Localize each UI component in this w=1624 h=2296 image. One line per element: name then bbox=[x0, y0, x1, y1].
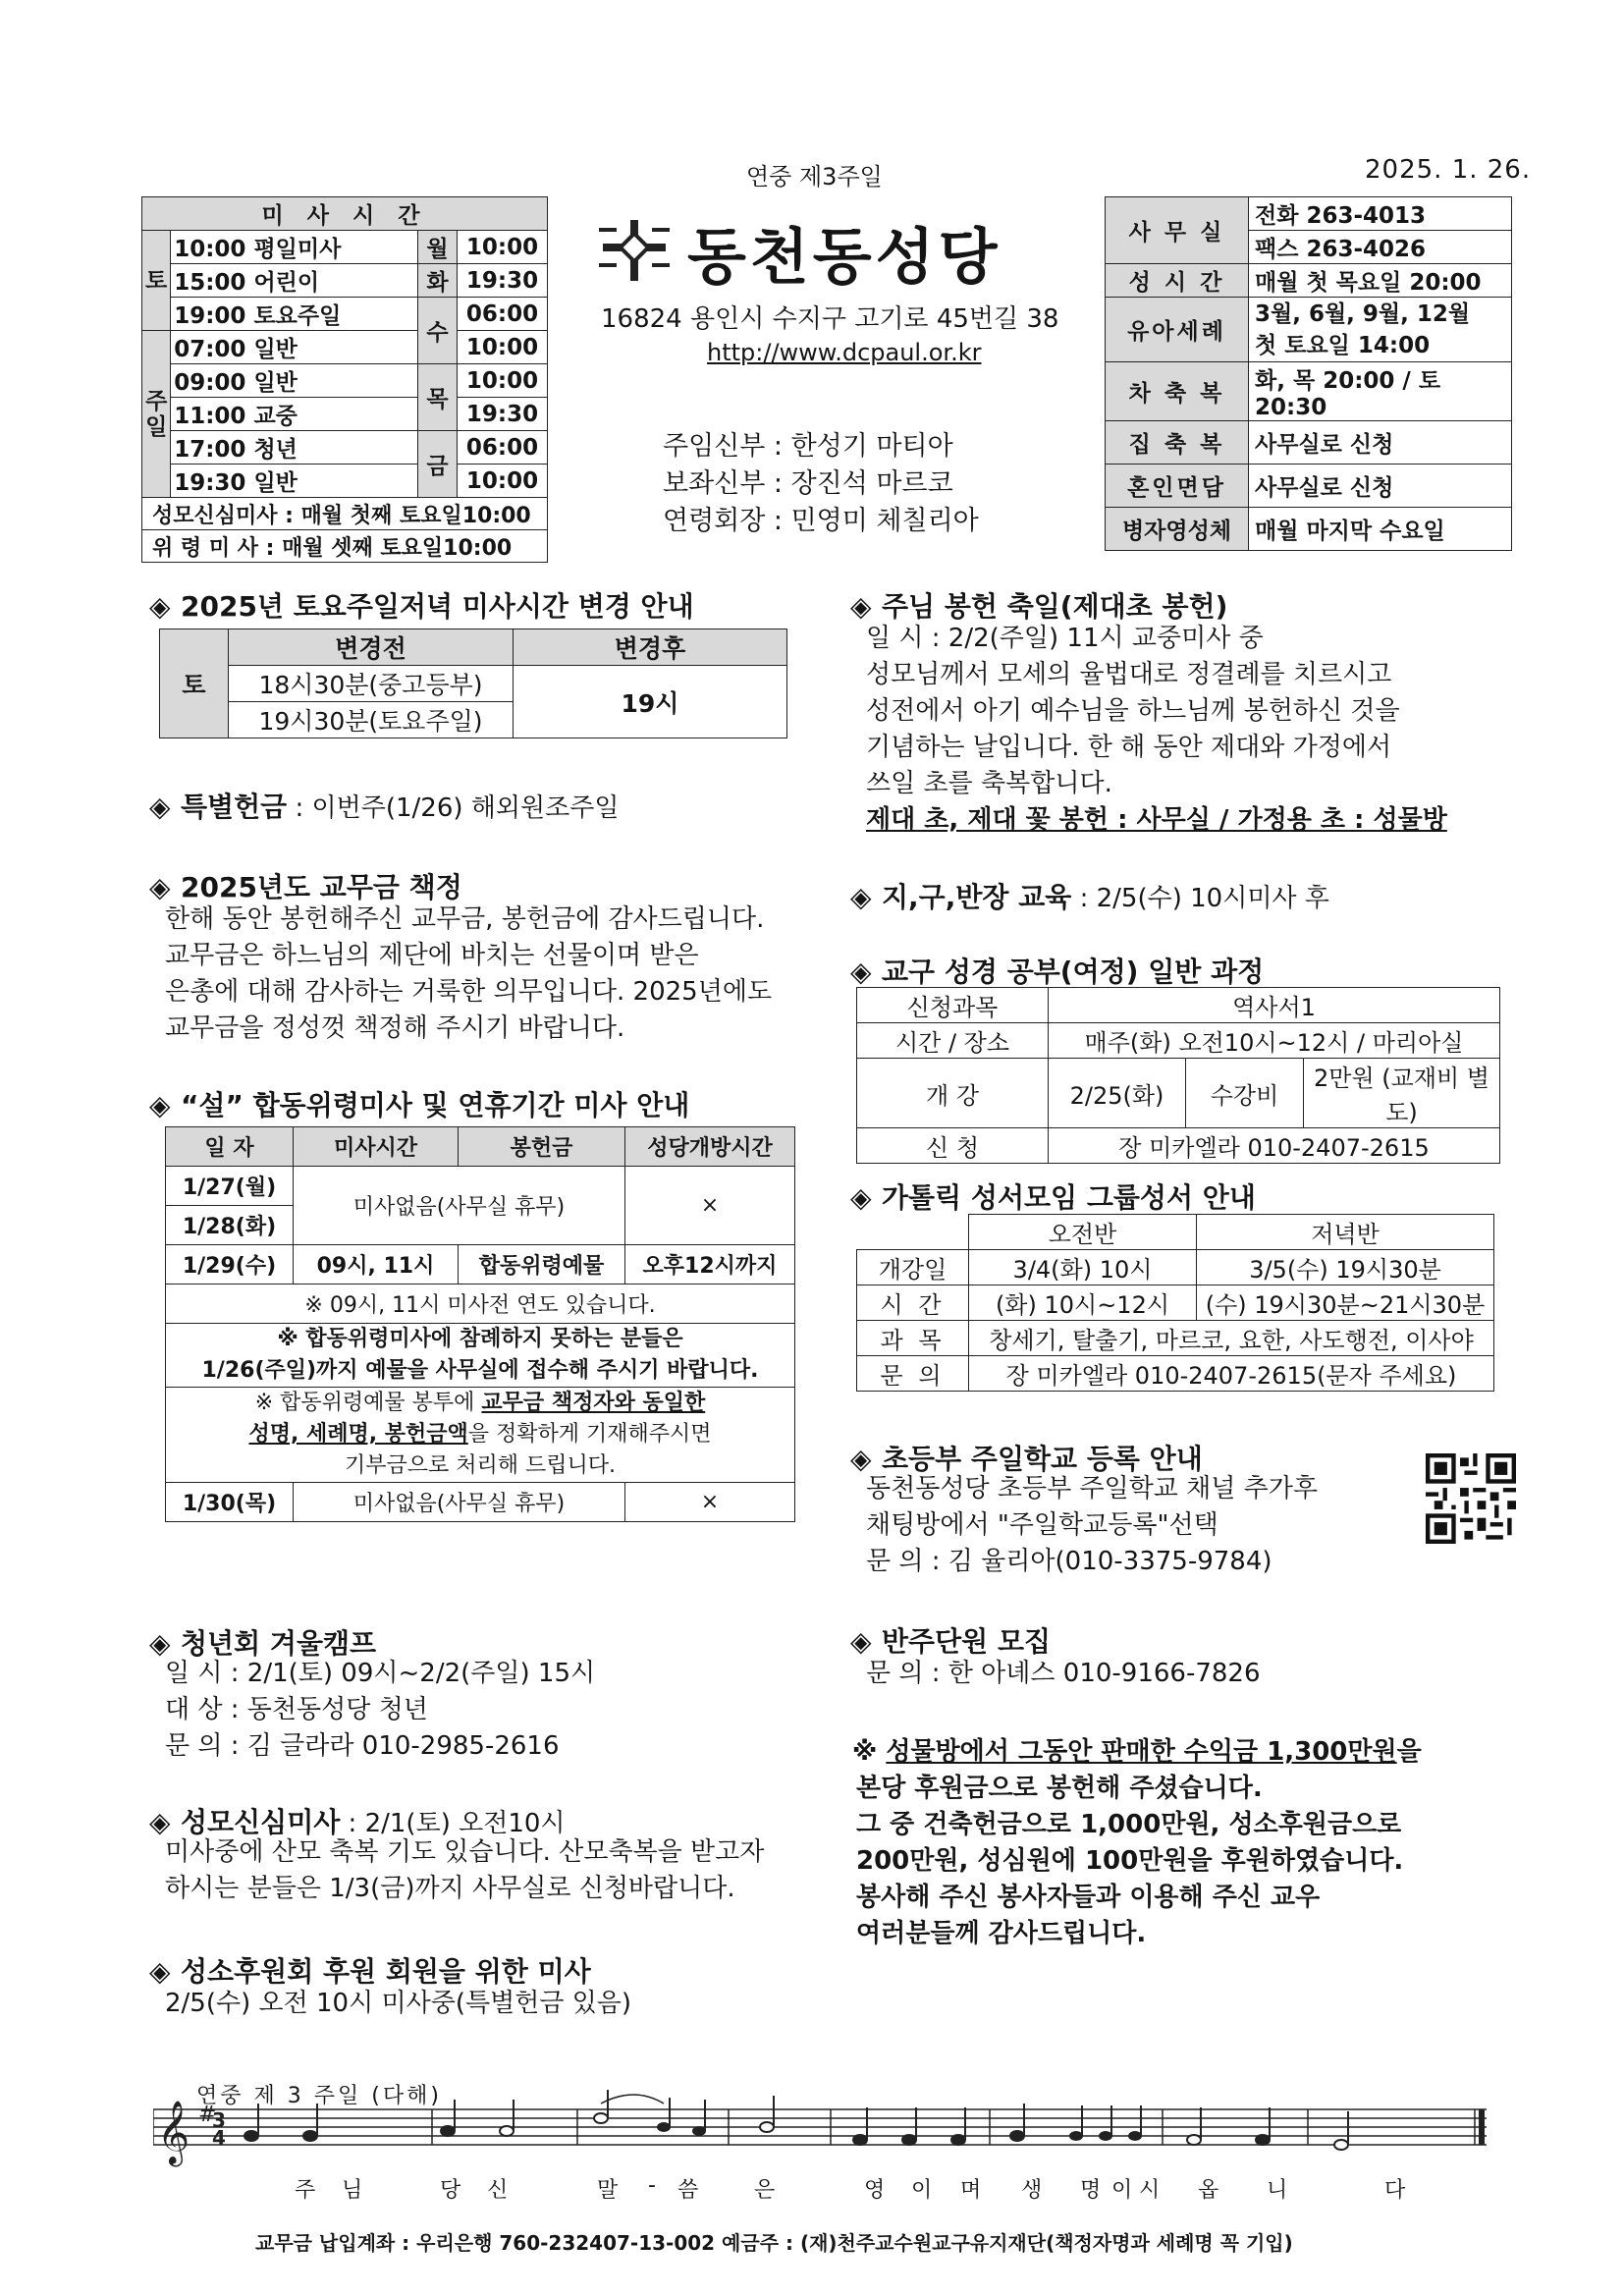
col-header: 성당개방시간 bbox=[625, 1127, 795, 1167]
diamond-bullet-icon: ◈ bbox=[149, 1806, 171, 1838]
row-value: 2만원 (교재비 별도) bbox=[1304, 1059, 1500, 1128]
office-label: 집 축 복 bbox=[1106, 421, 1249, 465]
weekday-time: 10:00 bbox=[458, 231, 548, 264]
after-header: 변경후 bbox=[514, 629, 787, 666]
section-title-bible-course: ◈ 교구 성경 공부(여정) 일반 과정 bbox=[850, 956, 1265, 988]
lyric-syllable: 님 bbox=[342, 2178, 363, 2203]
weekday: 금 bbox=[418, 431, 458, 498]
office-label: 혼인면담 bbox=[1106, 465, 1249, 508]
svg-text:𝄞: 𝄞 bbox=[157, 2101, 190, 2164]
section-title-sunday-school: ◈ 초등부 주일학교 등록 안내 bbox=[850, 1443, 1203, 1475]
church-logo-icon bbox=[595, 216, 674, 285]
mass-time-cell: 09시, 11시 bbox=[294, 1245, 459, 1285]
col-header: 오전반 bbox=[969, 1215, 1197, 1250]
date-cell: 1/29(수) bbox=[166, 1245, 294, 1285]
section-title-youth-camp: ◈ 청년회 겨울캠프 bbox=[149, 1627, 377, 1660]
section-title-leaders-edu: ◈ 지,구,반장 교육 : 2/5(수) 10시미사 후 bbox=[850, 881, 1329, 913]
weekday-time: 06:00 bbox=[458, 298, 548, 331]
lyric-syllable: 명 bbox=[1080, 2178, 1102, 2203]
mass-time: 10:00 평일미사 bbox=[171, 231, 418, 264]
gift-shop-notice: ※ 성물방에서 그동안 판매한 수익금 1,300만원을 본당 후원금으로 봉헌해 주셨습니다. 그 중 건축헌금으로 1,000만원, 성소후원금으로 200만원, 성심원에 100만원을 후원하였습니다. 봉사해 주신 봉사자들과 이용해 주신 교우 여러분들께 감사드립니다. bbox=[852, 1737, 1422, 1948]
lyric-syllable: 이 bbox=[911, 2178, 933, 2203]
am-value: (화) 10시~12시 bbox=[969, 1285, 1197, 1321]
diamond-bullet-icon: ◈ bbox=[149, 1955, 171, 1988]
row-label: 개강일 bbox=[857, 1250, 969, 1285]
lyric-syllable: 말 bbox=[597, 2178, 619, 2203]
row-label: 신청과목 bbox=[857, 988, 1049, 1023]
date-cell: 1/28(화) bbox=[166, 1206, 294, 1245]
mass-time: 19:30 일반 bbox=[171, 465, 418, 498]
sunday-school-text: 동천동성당 초등부 주일학교 채널 추가후 채팅방에서 "주일학교등록"선택 문 의 : 김 율리아(010-3375-9784) bbox=[866, 1474, 1319, 1576]
qr-code-icon[interactable] bbox=[1426, 1453, 1516, 1544]
mass-time: 11:00 교중 bbox=[171, 398, 418, 431]
pm-value: 3/5(수) 19시30분 bbox=[1197, 1250, 1494, 1285]
weekday: 목 bbox=[418, 364, 458, 431]
dues-text: 한해 동안 봉헌해주신 교무금, 봉헌금에 감사드립니다. 교무금은 하느님의 제단에 바치는 선물이며 받은 은총에 대해 감사하는 거룩한 의무입니다. 2025년에도 교무금을 정성껏 책정해 주시기 바랍니다. bbox=[165, 904, 773, 1043]
lyric-syllable: 니 bbox=[1267, 2178, 1288, 2203]
sponsor-mass-text: 2/5(수) 오전 10시 미사중(특별헌금 있음) bbox=[165, 1989, 632, 2018]
date-cell: 1/27(월) bbox=[166, 1167, 294, 1206]
weekday: 수 bbox=[418, 298, 458, 364]
row-label: 문 의 bbox=[857, 1356, 969, 1392]
mass-time: 17:00 청년 bbox=[171, 431, 418, 465]
lyric-syllable: 당 bbox=[440, 2178, 461, 2203]
office-value: 사무실로 신청 bbox=[1249, 421, 1512, 465]
col-header: 미사시간 bbox=[294, 1127, 459, 1167]
office-value: 매월 첫 목요일 20:00 bbox=[1249, 264, 1512, 298]
open-cell: 오후12시까지 bbox=[625, 1245, 795, 1285]
requiem-mass-note: 위 령 미 사 : 매월 셋째 토요일10:00 bbox=[142, 530, 548, 563]
am-value: 3/4(화) 10시 bbox=[969, 1250, 1197, 1285]
mass-schedule-table bbox=[141, 196, 548, 563]
mass-time: 09:00 일반 bbox=[171, 364, 418, 398]
section-title-sponsor-mass: ◈ 성소후원회 후원 회원을 위한 미사 bbox=[149, 1955, 591, 1988]
office-label: 유아세례 bbox=[1106, 298, 1249, 362]
section-title-dues: ◈ 2025년도 교무금 책정 bbox=[149, 871, 462, 903]
weekday-time: 19:30 bbox=[458, 264, 548, 298]
section-title-presentation: ◈ 주님 봉헌 축일(제대초 봉헌) bbox=[850, 590, 1228, 623]
office-info-table bbox=[1105, 196, 1512, 551]
office-phone: 전화 263-4013 bbox=[1249, 197, 1512, 231]
section-title-accompanist: ◈ 반주단원 모집 bbox=[850, 1625, 1052, 1658]
church-address: 16824 용인시 수지구 고기로 45번길 38 bbox=[601, 304, 1059, 334]
col-header: 일 자 bbox=[166, 1127, 294, 1167]
pm-value: (수) 19시30분~21시30분 bbox=[1197, 1285, 1494, 1321]
seol-mass-table bbox=[165, 1126, 795, 1522]
seol-note: ※ 09시, 11시 미사전 연도 있습니다. bbox=[166, 1285, 795, 1324]
office-fax: 팩스 263-4026 bbox=[1249, 231, 1512, 264]
diamond-bullet-icon: ◈ bbox=[850, 1181, 872, 1214]
seol-note: ※ 합동위령미사에 참례하지 못하는 분들은 1/26(주일)까지 예물을 사무실에 접수해 주시기 바랍니다. bbox=[166, 1324, 795, 1388]
weekday: 화 bbox=[418, 264, 458, 298]
section-title-marian-mass: ◈ 성모신심미사 : 2/1(토) 오전10시 bbox=[149, 1806, 566, 1838]
weekday-time: 10:00 bbox=[458, 465, 548, 498]
bible-group-table bbox=[856, 1214, 1494, 1392]
row-value: 2/25(화) bbox=[1049, 1059, 1186, 1128]
before-header: 변경전 bbox=[229, 629, 514, 666]
accompanist-text: 문 의 : 한 아녜스 010-9166-7826 bbox=[866, 1659, 1261, 1688]
mass-time: 07:00 일반 bbox=[171, 331, 418, 364]
lyric-syllable: 옵 bbox=[1198, 2178, 1219, 2203]
saturday-label: 토 bbox=[160, 629, 229, 738]
lyric-syllable: 주 bbox=[295, 2178, 316, 2203]
office-label: 차 축 복 bbox=[1106, 362, 1249, 421]
office-value: 화, 목 20:00 / 토 20:30 bbox=[1249, 362, 1512, 421]
diamond-bullet-icon: ◈ bbox=[149, 791, 171, 823]
bulletin-date: 2025. 1. 26. bbox=[1365, 155, 1532, 185]
diamond-bullet-icon: ◈ bbox=[850, 956, 872, 988]
bible-course-table bbox=[856, 987, 1500, 1164]
date-cell: 1/30(목) bbox=[166, 1483, 294, 1522]
mass-schedule-title: 미 사 시 간 bbox=[142, 197, 548, 231]
office-value: 사무실로 신청 bbox=[1249, 465, 1512, 508]
diamond-bullet-icon: ◈ bbox=[149, 871, 171, 903]
svg-text:3: 3 bbox=[212, 2108, 226, 2132]
row-label: 개 강 bbox=[857, 1059, 1049, 1128]
row-value: 역사서1 bbox=[1049, 988, 1500, 1023]
weekday-time: 19:30 bbox=[458, 398, 548, 431]
office-label: 성 시 간 bbox=[1106, 264, 1249, 298]
diamond-bullet-icon: ◈ bbox=[850, 590, 872, 623]
weekday-time: 10:00 bbox=[458, 364, 548, 398]
diamond-bullet-icon: ◈ bbox=[149, 590, 171, 623]
row-label: 시 간 bbox=[857, 1285, 969, 1321]
presentation-text: 일 시 : 2/2(주일) 11시 교중미사 중 성모님께서 모세의 율법대로 정결례를 치르시고 성전에서 아기 예수님을 하느님께 봉헌하신 것을 기념하는 날입니다. 한 해 동안 제대와 가정에서 쓰일 초를 축복합니다. 제대 초, 제대 꽃 봉헌 : 사무실 / 가정용 초 : 성물방 bbox=[866, 624, 1447, 835]
after-time: 19시 bbox=[514, 666, 787, 738]
weekday: 월 bbox=[418, 231, 458, 264]
diamond-bullet-icon: ◈ bbox=[149, 1089, 171, 1121]
col-header: 봉헌금 bbox=[459, 1127, 625, 1167]
lyric-syllable: 씀 bbox=[677, 2178, 699, 2203]
lyric-syllable: 이 bbox=[1111, 2178, 1133, 2203]
weekday-time: 06:00 bbox=[458, 431, 548, 465]
office-value: 3월, 6월, 9월, 12월 첫 토요일 14:00 bbox=[1249, 298, 1512, 362]
col-header: 저녁반 bbox=[1197, 1215, 1494, 1250]
mass-time: 19:00 토요주일 bbox=[171, 298, 418, 331]
week-subtitle: 연중 제3주일 bbox=[746, 163, 883, 191]
no-mass-cell: 미사없음(사무실 휴무) bbox=[294, 1167, 625, 1245]
sunday-label: 주일 bbox=[142, 331, 171, 498]
marian-mass-note: 성모신심미사 : 매월 첫째 토요일10:00 bbox=[142, 498, 548, 530]
no-mass-cell: 미사없음(사무실 휴무) bbox=[294, 1483, 625, 1522]
svg-text:4: 4 bbox=[212, 2126, 226, 2150]
empty-cell bbox=[857, 1215, 969, 1250]
weekday-time: 10:00 bbox=[458, 331, 548, 364]
row-value: 매주(화) 오전10시~12시 / 마리아실 bbox=[1049, 1023, 1500, 1059]
diamond-bullet-icon: ◈ bbox=[850, 1443, 872, 1475]
diamond-bullet-icon: ◈ bbox=[149, 1627, 171, 1660]
pastor: 주임신부 : 한성기 마티아 bbox=[663, 431, 953, 462]
office-label: 사 무 실 bbox=[1106, 197, 1249, 264]
before-time: 19시30분(토요주일) bbox=[229, 702, 514, 738]
church-url[interactable]: http://www.dcpaul.or.kr bbox=[707, 339, 982, 366]
row-value: 장 미카엘라 010-2407-2615 bbox=[1049, 1128, 1500, 1164]
lyric-syllable: - bbox=[648, 2173, 656, 2198]
lyrics-row bbox=[295, 2173, 1424, 2203]
open-cell: × bbox=[625, 1483, 795, 1522]
youth-camp-text: 일 시 : 2/1(토) 09시~2/2(주일) 15시 대 상 : 동천동성당 청년 문 의 : 김 글라라 010-2985-2616 bbox=[165, 1659, 596, 1761]
lyric-syllable: 며 bbox=[960, 2178, 982, 2203]
mass-time: 15:00 어린이 bbox=[171, 264, 418, 298]
open-cell: × bbox=[625, 1167, 795, 1245]
lyric-syllable: 영 bbox=[864, 2178, 886, 2203]
saturday-change-table bbox=[159, 629, 787, 738]
diamond-bullet-icon: ◈ bbox=[850, 1625, 872, 1658]
row-label: 시간 / 장소 bbox=[857, 1023, 1049, 1059]
section-title-special-offering: ◈ 특별헌금 : 이번주(1/26) 해외원조주일 bbox=[149, 791, 620, 823]
lyric-syllable: 생 bbox=[1021, 2178, 1043, 2203]
lyric-syllable: 다 bbox=[1384, 2178, 1406, 2203]
lyric-syllable: 신 bbox=[487, 2178, 509, 2203]
subject-value: 창세기, 탈출기, 마르코, 요한, 사도행전, 이사야 bbox=[969, 1321, 1494, 1356]
section-title-saturday-change: ◈ 2025년 토요주일저녁 미사시간 변경 안내 bbox=[149, 590, 694, 623]
row-label: 과 목 bbox=[857, 1321, 969, 1356]
lyric-syllable: 은 bbox=[754, 2178, 776, 2203]
svg-text:#: # bbox=[198, 2103, 217, 2127]
section-title-bible-group: ◈ 가톨릭 성서모임 그룹성서 안내 bbox=[850, 1181, 1256, 1214]
inquiry-value: 장 미카엘라 010-2407-2615(문자 주세요) bbox=[969, 1356, 1494, 1392]
office-value: 매월 마지막 수요일 bbox=[1249, 508, 1512, 551]
funeral-committee-head: 연령회장 : 민영미 체칠리아 bbox=[663, 506, 979, 536]
before-time: 18시30분(중고등부) bbox=[229, 666, 514, 702]
music-title: 연중 제 3 주일 (다해) bbox=[196, 2084, 442, 2108]
row-label: 수강비 bbox=[1186, 1059, 1304, 1128]
diamond-bullet-icon: ◈ bbox=[850, 881, 872, 913]
marian-mass-text: 미사중에 산모 축복 기도 있습니다. 산모축복을 받고자 하시는 분들은 1/3(금)까지 사무실로 신청바랍니다. bbox=[165, 1837, 765, 1903]
section-title-seol: ◈ “설” 합동위령미사 및 연휴기간 미사 안내 bbox=[149, 1089, 690, 1121]
office-label: 병자영성체 bbox=[1106, 508, 1249, 551]
church-name: 동천동성당 bbox=[687, 221, 1001, 293]
dues-account-footer: 교무금 납입계좌 : 우리은행 760-232407-13-002 예금주 : (재)천주교수원교구유지재단(책정자명과 세례명 꼭 기입) bbox=[255, 2231, 1293, 2255]
lyric-syllable: 시 bbox=[1139, 2178, 1161, 2203]
saturday-label: 토 bbox=[142, 231, 171, 331]
seol-note: ※ 합동위령예물 봉투에 교무금 책정자와 동일한 성명, 세례명, 봉헌금액을 정확하게 기재해주시면 기부금으로 처리해 드립니다. bbox=[166, 1388, 795, 1483]
row-label: 신 청 bbox=[857, 1128, 1049, 1164]
offering-cell: 합동위령예물 bbox=[459, 1245, 625, 1285]
assistant-priest: 보좌신부 : 장진석 마르코 bbox=[663, 468, 953, 499]
